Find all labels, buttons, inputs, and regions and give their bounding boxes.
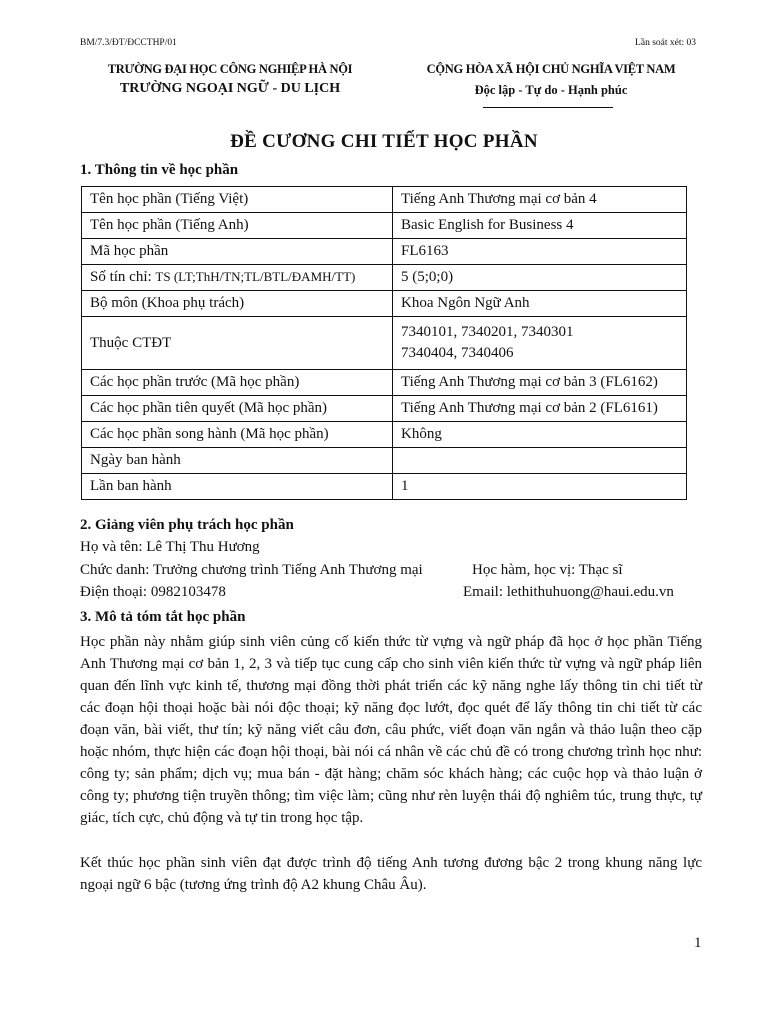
row-label: Lần ban hành [82,474,393,500]
row-value: Basic English for Business 4 [393,213,687,239]
lecturer-degree: Học hàm, học vị: Thạc sĩ [472,562,623,578]
row-label: Thuộc CTĐT [82,317,393,370]
revision-number: Lần soát xét: 03 [635,38,696,48]
lecturer-position: Chức danh: Trưởng chương trình Tiếng Anh Thương mại [80,562,423,578]
program-codes-line-1: 7340101, 7340201, 7340301 [401,324,574,340]
nation-name: CỘNG HÒA XÃ HỘI CHỦ NGHĨA VIỆT NAM [426,62,676,76]
section-2-heading: 2. Giảng viên phụ trách học phần [80,517,294,533]
issuing-organization [80,62,380,97]
table-row [82,448,687,474]
motto-underline [483,107,613,108]
program-codes-line-2: 7340404, 7340406 [401,345,514,361]
lecturer-name: Họ và tên: Lê Thị Thu Hương [80,539,260,555]
form-code: BM/7.3/ĐT/ĐCCTHP/01 [80,38,177,48]
table-row [82,474,687,500]
row-value: 1 [393,474,687,500]
table-row [82,265,687,291]
table-row [82,291,687,317]
university-name: TRƯỜNG ĐẠI HỌC CÔNG NGHIỆP HÀ NỘI [107,62,353,76]
table-row [82,396,687,422]
row-label: Ngày ban hành [82,448,393,474]
row-value [393,448,687,474]
table-row [82,317,687,370]
motto: Độc lập - Tự do - Hạnh phúc [474,83,628,97]
row-label: Tên học phần (Tiếng Anh) [82,213,393,239]
row-label: Các học phần song hành (Mã học phần) [82,422,393,448]
row-label [82,265,393,291]
table-row [82,213,687,239]
table-row [82,239,687,265]
credits-label: Số tín chỉ: [90,269,156,285]
row-value: Khoa Ngôn Ngữ Anh [393,291,687,317]
course-info-table [81,186,687,500]
section-1-heading: 1. Thông tin về học phần [80,162,239,178]
table-row [82,187,687,213]
page-number: 1 [694,935,702,951]
row-label: Các học phần tiên quyết (Mã học phần) [82,396,393,422]
row-value: Tiếng Anh Thương mại cơ bản 3 (FL6162) [393,370,687,396]
row-value: Tiếng Anh Thương mại cơ bản 4 [393,187,687,213]
page-title: ĐỀ CƯƠNG CHI TIẾT HỌC PHẦN [230,131,538,152]
lecturer-email: Email: lethithuhuong@haui.edu.vn [463,584,674,600]
school-name: TRƯỜNG NGOẠI NGỮ - DU LỊCH [119,81,341,96]
row-value: FL6163 [393,239,687,265]
row-value: Tiếng Anh Thương mại cơ bản 2 (FL6161) [393,396,687,422]
row-label: Bộ môn (Khoa phụ trách) [82,291,393,317]
course-outcome-paragraph: Kết thúc học phần sinh viên đạt được trình độ tiếng Anh tương đương bậc 2 trong khung năng lực ngoại ngữ 6 bậc (tương ứng trình độ A2 khung Châu Âu). [80,855,702,893]
course-description-paragraph: Học phần này nhằm giúp sinh viên củng cố kiến thức từ vựng và ngữ pháp đã học ở học phần Tiếng Anh Thương mại cơ bản 1, 2, 3 và tiếp tục cung cấp cho sinh viên kiến thức từ vựng và ngữ pháp liên quan đến lĩnh vực kinh tế, thương mại đồng thời phát triển các kỹ năng nghe lấy thông tin chi tiết từ các đoạn hội thoại hoặc bài nói độc thoại; kỹ năng đọc lướt, đọc quét để lấy thông tin chi tiết từ các đoạn văn, bài viết, thư tín; kỹ năng viết câu đơn, câu phức, viết đoạn văn ngắn và thảo luận theo cặp hoặc nhóm, thực hiện các đoạn hội thoại, bài nói cá nhân về các chủ đề có trong chương trình học như: công ty; sản phẩm; dịch vụ; mua bán - đặt hàng; chăm sóc khách hàng; các cuộc họp và thảo luận ở công ty; phương tiện truyền thông; tìm việc làm; cũng như rèn luyện thái độ nghiêm túc, trung thực, tự giác, tích cực, chủ động và tự tin trong học tập. [80,634,702,826]
row-value: 5 (5;0;0) [393,265,687,291]
credits-breakdown-label: TS (LT;ThH/TN;TL/BTL/ĐAMH/TT) [155,269,356,284]
row-label: Tên học phần (Tiếng Việt) [82,187,393,213]
lecturer-phone: Điện thoại: 0982103478 [80,584,226,600]
row-value: Không [393,422,687,448]
table-row [82,422,687,448]
row-value [393,317,687,370]
row-label: Mã học phần [82,239,393,265]
section-3-heading: 3. Mô tả tóm tắt học phần [80,609,246,625]
table-row [82,370,687,396]
row-label: Các học phần trước (Mã học phần) [82,370,393,396]
national-motto [396,62,706,98]
